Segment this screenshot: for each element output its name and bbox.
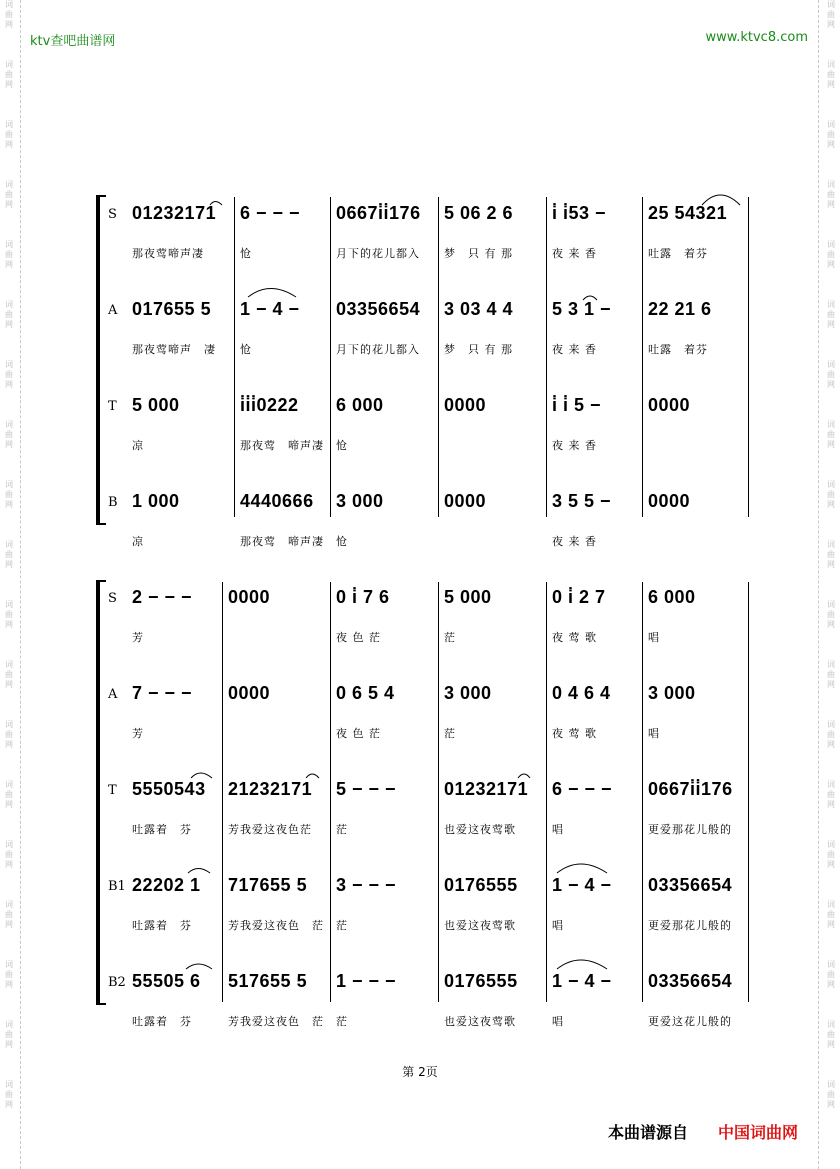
- lyric-text: 那夜莺 啼声凄: [240, 439, 324, 452]
- measure-notes: 5 06 2 6: [444, 203, 514, 223]
- part-label-s: S: [108, 207, 117, 222]
- lyric-text: 夜 来 香: [552, 535, 597, 548]
- lyric-text: 夜 色 茫: [336, 727, 381, 740]
- lyric-text: 月下的花儿都入: [336, 247, 420, 260]
- part-label-a: A: [108, 303, 118, 318]
- lyric-text: 凉: [132, 535, 144, 548]
- system-brace: [96, 580, 106, 1005]
- measure-notes: 03356654: [336, 299, 421, 319]
- site-title[interactable]: ktv查吧曲谱网: [30, 34, 116, 49]
- watermark-text: 词 曲 网: [5, 480, 13, 509]
- lyric-text: 也爱这夜莺歌: [444, 919, 516, 932]
- measure-notes: 1 − 4 −: [552, 875, 612, 895]
- watermark-text: 词 曲 网: [827, 60, 835, 89]
- lyric-text: 唱: [552, 919, 564, 932]
- measure-notes: 6 000: [648, 587, 696, 607]
- lyric-text: 那夜莺啼声 凄: [132, 343, 216, 356]
- lyric-text: 芳: [132, 727, 144, 740]
- right-watermark-strip: [824, 0, 838, 1169]
- measure-notes: 55505 6: [132, 971, 201, 991]
- lyric-text: 茫: [444, 727, 456, 740]
- watermark-text: 词 曲 网: [5, 780, 13, 809]
- measure-notes: 1 − 4 −: [240, 299, 300, 319]
- left-watermark-strip: [2, 0, 16, 1169]
- measure-notes: 22 21 6: [648, 299, 712, 319]
- measure-notes: 6 − − −: [240, 203, 301, 223]
- measure-notes: 3 5 5 −: [552, 491, 612, 511]
- lyric-text: 也爱这夜莺歌: [444, 823, 516, 836]
- measure-notes: 3 03 4 4: [444, 299, 514, 319]
- measure-notes: i̇ i̇53 −: [552, 203, 607, 223]
- measure-notes: 0000: [444, 491, 487, 511]
- measure-notes: 5550543: [132, 779, 206, 799]
- measure-notes: 21232171: [228, 779, 313, 799]
- source-brand[interactable]: 中国词曲网: [718, 1123, 799, 1142]
- lyric-text: 更爱那花儿般的: [648, 823, 732, 836]
- watermark-text: 词 曲 网: [827, 360, 835, 389]
- watermark-text: 词 曲 网: [827, 0, 835, 29]
- measure-notes: 1 000: [132, 491, 180, 511]
- part-label-b: B: [108, 495, 118, 510]
- measure-notes: 0000: [228, 587, 271, 607]
- measure-notes: 7 − − −: [132, 683, 193, 703]
- lyric-text: 吐露着 芬: [132, 823, 192, 836]
- watermark-text: 词 曲 网: [5, 1020, 13, 1049]
- lyric-text: 也爱这夜莺歌: [444, 1015, 516, 1028]
- watermark-text: 词 曲 网: [827, 300, 835, 329]
- source-label: 本曲谱源自: [608, 1123, 689, 1142]
- measure-notes: 5 3 1 −: [552, 299, 612, 319]
- watermark-text: 词 曲 网: [827, 780, 835, 809]
- lyric-text: 梦 只 有 那: [444, 247, 513, 260]
- watermark-text: 词 曲 网: [5, 720, 13, 749]
- lyric-text: 梦 只 有 那: [444, 343, 513, 356]
- measure-notes: 0 i̇ 7 6: [336, 587, 390, 607]
- lyric-text: 夜 莺 歌: [552, 631, 597, 644]
- watermark-text: 词 曲 网: [5, 0, 13, 29]
- measure-notes: 3 000: [336, 491, 384, 511]
- lyric-text: 更爱这花儿般的: [648, 1015, 732, 1028]
- lyric-text: 怆: [240, 343, 252, 356]
- watermark-text: 词 曲 网: [827, 900, 835, 929]
- lyric-text: 芳我爱这夜色 茫: [228, 919, 324, 932]
- watermark-text: 词 曲 网: [5, 600, 13, 629]
- lyric-text: 吐露 着芬: [648, 247, 708, 260]
- watermark-text: 词 曲 网: [827, 660, 835, 689]
- watermark-text: 词 曲 网: [827, 480, 835, 509]
- lyric-text: 唱: [552, 1015, 564, 1028]
- part-label-s: S: [108, 591, 117, 606]
- lyric-text: 凉: [132, 439, 144, 452]
- measure-notes: 3 000: [444, 683, 492, 703]
- system-brace: [96, 195, 106, 525]
- lyric-text: 吐露 着芬: [648, 343, 708, 356]
- measure-notes: 0176555: [444, 875, 518, 895]
- lyric-text: 唱: [552, 823, 564, 836]
- lyric-text: 唱: [648, 631, 660, 644]
- watermark-text: 词 曲 网: [5, 120, 13, 149]
- lyric-text: 怆: [240, 247, 252, 260]
- watermark-text: 词 曲 网: [5, 540, 13, 569]
- lyric-text: 夜 色 茫: [336, 631, 381, 644]
- watermark-text: 词 曲 网: [827, 840, 835, 869]
- watermark-text: 词 曲 网: [5, 900, 13, 929]
- watermark-text: 词 曲 网: [5, 60, 13, 89]
- measure-notes: 5 000: [444, 587, 492, 607]
- watermark-text: 词 曲 网: [5, 840, 13, 869]
- lyric-text: 那夜莺啼声凄: [132, 247, 204, 260]
- measure-notes: 03356654: [648, 875, 733, 895]
- measure-notes: 1 − 4 −: [552, 971, 612, 991]
- measure-notes: 0667i̇i̇176: [648, 779, 733, 799]
- lyric-text: 唱: [648, 727, 660, 740]
- measure-notes: 0 4 6 4: [552, 683, 611, 703]
- watermark-text: 词 曲 网: [827, 540, 835, 569]
- part-label-a: A: [108, 687, 118, 702]
- measure-notes: i̇ i̇ 5 −: [552, 395, 602, 415]
- part-label-t: T: [108, 783, 117, 798]
- lyric-text: 芳: [132, 631, 144, 644]
- watermark-text: 词 曲 网: [5, 960, 13, 989]
- lyric-text: 夜 来 香: [552, 247, 597, 260]
- watermark-text: 词 曲 网: [827, 1080, 835, 1109]
- lyric-text: 茫: [336, 823, 348, 836]
- lyric-text: 吐露着 芬: [132, 919, 192, 932]
- watermark-text: 词 曲 网: [5, 360, 13, 389]
- watermark-text: 词 曲 网: [5, 300, 13, 329]
- watermark-text: 词 曲 网: [5, 240, 13, 269]
- lyric-text: 夜 来 香: [552, 439, 597, 452]
- measure-notes: 01232171: [444, 779, 529, 799]
- measure-notes: 0000: [444, 395, 487, 415]
- lyric-text: 茫: [336, 1015, 348, 1028]
- measure-notes: 2 − − −: [132, 587, 193, 607]
- measure-notes: 0000: [228, 683, 271, 703]
- measure-notes: 0667i̇i̇176: [336, 203, 421, 223]
- lyric-text: 茫: [336, 919, 348, 932]
- watermark-text: 词 曲 网: [827, 720, 835, 749]
- measure-notes: 0000: [648, 395, 691, 415]
- measure-notes: 6 000: [336, 395, 384, 415]
- measure-notes: 25 54321: [648, 203, 728, 223]
- measure-notes: 5 − − −: [336, 779, 397, 799]
- watermark-text: 词 曲 网: [5, 420, 13, 449]
- watermark-text: 词 曲 网: [827, 120, 835, 149]
- watermark-text: 词 曲 网: [5, 660, 13, 689]
- watermark-text: 词 曲 网: [827, 240, 835, 269]
- watermark-text: 词 曲 网: [827, 960, 835, 989]
- watermark-text: 词 曲 网: [827, 1020, 835, 1049]
- lyric-text: 吐露着 芬: [132, 1015, 192, 1028]
- watermark-text: 词 曲 网: [827, 180, 835, 209]
- lyric-text: 更爱那花儿般的: [648, 919, 732, 932]
- measure-notes: 01232171: [132, 203, 217, 223]
- watermark-text: 词 曲 网: [5, 1080, 13, 1109]
- lyric-text: 夜 来 香: [552, 343, 597, 356]
- part-label-t: T: [108, 399, 117, 414]
- lyric-text: 那夜莺 啼声凄: [240, 535, 324, 548]
- measure-notes: 1 − − −: [336, 971, 397, 991]
- measure-notes: 3 − − −: [336, 875, 397, 895]
- lyric-text: 夜 莺 歌: [552, 727, 597, 740]
- lyric-text: 芳我爱这夜色茫: [228, 823, 312, 836]
- measure-notes: 0000: [648, 491, 691, 511]
- measure-notes: 0 i̇ 2 7: [552, 587, 606, 607]
- watermark-text: 词 曲 网: [827, 420, 835, 449]
- lyric-text: 怆: [336, 535, 348, 548]
- watermark-text: 词 曲 网: [827, 600, 835, 629]
- measure-notes: 3 000: [648, 683, 696, 703]
- measure-notes: 6 − − −: [552, 779, 613, 799]
- measure-notes: 5 000: [132, 395, 180, 415]
- part-label-b2: B2: [108, 975, 126, 990]
- measure-notes: 017655 5: [132, 299, 212, 319]
- measure-notes: 03356654: [648, 971, 733, 991]
- measure-notes: 4440666: [240, 491, 314, 511]
- page-number: 第 2页: [402, 1065, 438, 1079]
- measure-notes: 0 6 5 4: [336, 683, 395, 703]
- measure-notes: 22202 1: [132, 875, 201, 895]
- lyric-text: 芳我爱这夜色 茫: [228, 1015, 324, 1028]
- lyric-text: 怆: [336, 439, 348, 452]
- lyric-text: 月下的花儿都入: [336, 343, 420, 356]
- lyric-text: 茫: [444, 631, 456, 644]
- watermark-text: 词 曲 网: [5, 180, 13, 209]
- part-label-b1: B1: [108, 879, 126, 894]
- measure-notes: 0176555: [444, 971, 518, 991]
- measure-notes: 517655 5: [228, 971, 308, 991]
- measure-notes: 717655 5: [228, 875, 308, 895]
- site-url[interactable]: www.ktvc8.com: [705, 30, 808, 45]
- measure-notes: i̇i̇i̇0222: [240, 395, 299, 415]
